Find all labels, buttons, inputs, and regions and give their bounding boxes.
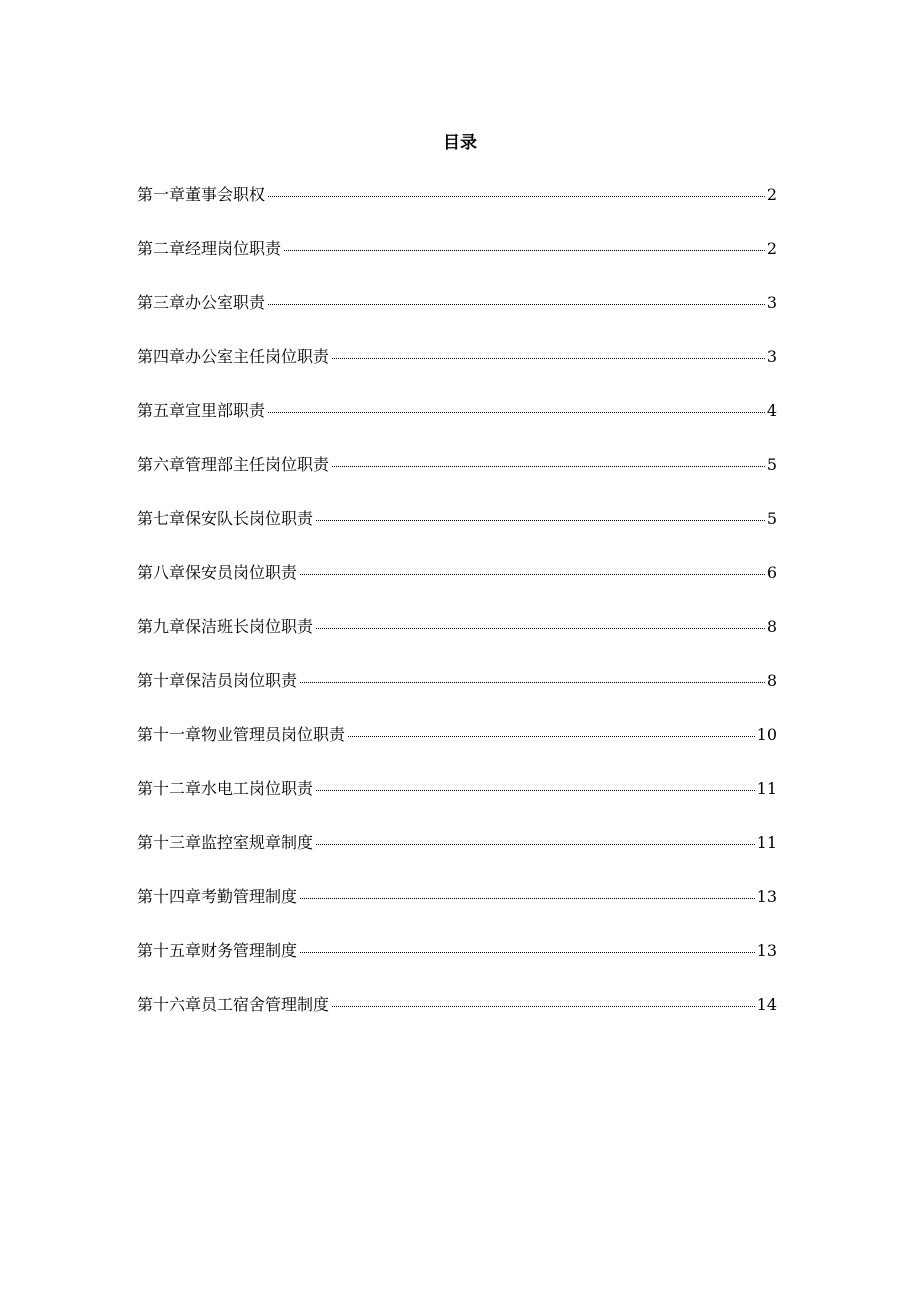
toc-entry-page: 2 <box>766 185 777 204</box>
toc-leader-dots <box>348 736 755 737</box>
toc-leader-dots <box>316 628 765 629</box>
toc-entry-page: 11 <box>756 833 777 852</box>
toc-entry-title: 第四章办公室主任岗位职责 <box>137 347 330 366</box>
toc-entry-page: 11 <box>756 779 777 798</box>
toc-leader-dots <box>300 574 765 575</box>
toc-entry-page: 13 <box>756 941 777 960</box>
toc-entry-page: 8 <box>766 671 777 690</box>
toc-entry-page: 5 <box>766 455 777 474</box>
toc-leader-dots <box>268 196 765 197</box>
toc-entry[interactable] <box>137 778 777 832</box>
toc-entry[interactable] <box>137 940 777 994</box>
toc-leader-dots <box>300 898 755 899</box>
toc-leader-dots <box>300 952 755 953</box>
toc-entry[interactable] <box>137 454 777 508</box>
toc-entry-page: 10 <box>756 725 777 744</box>
toc-entry-title: 第七章保安队长岗位职责 <box>137 509 314 528</box>
toc-entry-title: 第二章经理岗位职责 <box>137 239 282 258</box>
toc-entry-title: 第十三章监控室规章制度 <box>137 833 314 852</box>
toc-leader-dots <box>332 358 765 359</box>
toc-entry[interactable] <box>137 886 777 940</box>
toc-entry-title: 第九章保洁班长岗位职责 <box>137 617 314 636</box>
toc-entry[interactable] <box>137 832 777 886</box>
toc-entry-title: 第十一章物业管理员岗位职责 <box>137 725 346 744</box>
toc-entry-page: 3 <box>766 347 777 366</box>
toc-entry-page: 4 <box>766 401 777 420</box>
toc-entry[interactable] <box>137 346 777 400</box>
toc-leader-dots <box>316 520 765 521</box>
toc-title: 目录 <box>443 133 477 153</box>
toc-entry[interactable] <box>137 724 777 778</box>
toc-entry[interactable] <box>137 400 777 454</box>
toc-entry[interactable] <box>137 184 777 238</box>
toc-entry-title: 第三章办公室职责 <box>137 293 266 312</box>
toc-leader-dots <box>332 466 765 467</box>
toc-entry[interactable] <box>137 292 777 346</box>
toc-entry[interactable] <box>137 670 777 724</box>
toc-entry-page: 3 <box>766 293 777 312</box>
toc-entry-page: 13 <box>756 887 777 906</box>
toc-list <box>137 184 777 1048</box>
toc-entry[interactable] <box>137 562 777 616</box>
toc-entry-title: 第六章管理部主任岗位职责 <box>137 455 330 474</box>
toc-entry[interactable] <box>137 994 777 1048</box>
toc-entry[interactable] <box>137 508 777 562</box>
toc-leader-dots <box>316 844 755 845</box>
toc-leader-dots <box>300 682 765 683</box>
toc-entry[interactable] <box>137 616 777 670</box>
toc-entry-page: 14 <box>756 995 777 1014</box>
toc-entry-title: 第十章保洁员岗位职责 <box>137 671 298 690</box>
toc-entry-page: 2 <box>766 239 777 258</box>
toc-leader-dots <box>284 250 765 251</box>
toc-entry-title: 第五章宣里部职责 <box>137 401 266 420</box>
toc-entry-title: 第十六章员工宿舍管理制度 <box>137 995 330 1014</box>
toc-entry-page: 6 <box>766 563 777 582</box>
toc-leader-dots <box>268 304 765 305</box>
toc-leader-dots <box>316 790 755 791</box>
toc-entry-title: 第十五章财务管理制度 <box>137 941 298 960</box>
toc-entry-title: 第十四章考勤管理制度 <box>137 887 298 906</box>
toc-leader-dots <box>332 1006 755 1007</box>
toc-entry-page: 5 <box>766 509 777 528</box>
toc-entry-title: 第十二章水电工岗位职责 <box>137 779 314 798</box>
toc-entry-page: 8 <box>766 617 777 636</box>
toc-leader-dots <box>268 412 765 413</box>
toc-entry[interactable] <box>137 238 777 292</box>
toc-entry-title: 第八章保安员岗位职责 <box>137 563 298 582</box>
toc-entry-title: 第一章董事会职权 <box>137 185 266 204</box>
